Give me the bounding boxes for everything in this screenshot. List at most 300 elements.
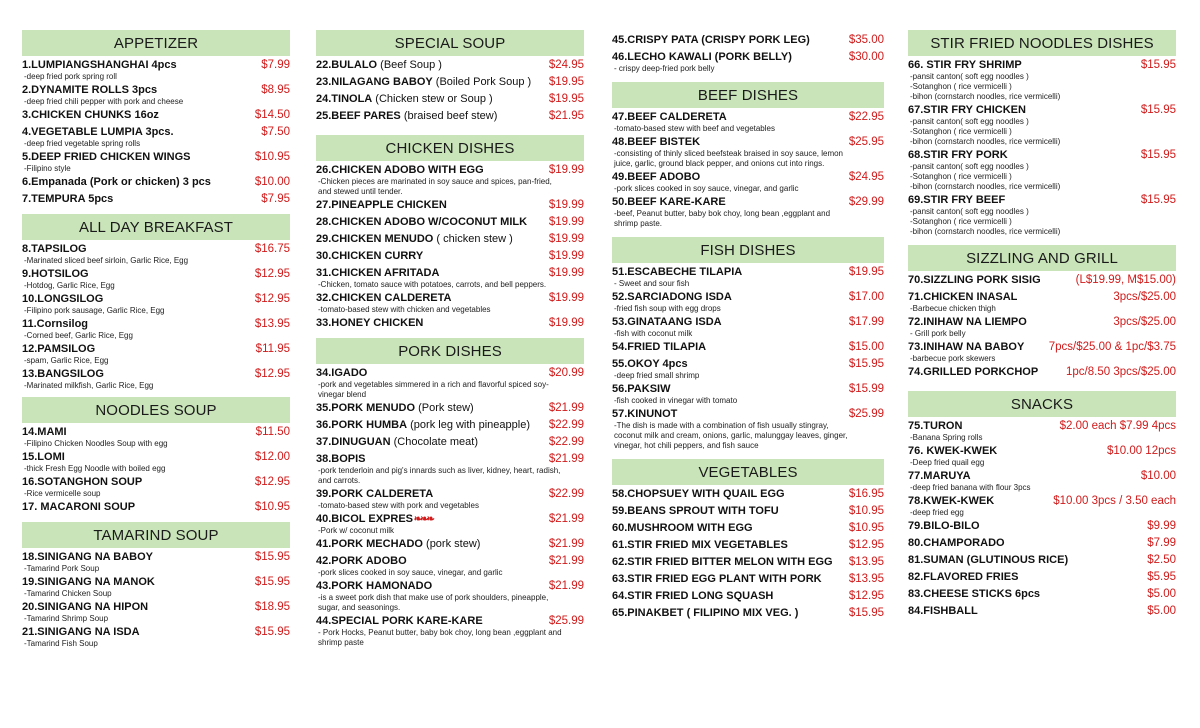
item-description: -bihon (cornstarch noodles, rice vermicelli) [910,182,1061,191]
item-price: $13.95 [254,318,290,330]
item-price: $11.50 [255,426,290,438]
menu-section [612,82,884,229]
menu-item [316,513,584,526]
item-name-text: 69.STIR FRY BEEF [908,194,1006,206]
item-name-text: 20.SINIGANG NA HIPON [22,601,149,613]
item-description: -fish cooked in vinegar with tomato [614,396,738,405]
menu-column-1 [22,30,290,649]
item-description: -tomato-based stew with chicken and vegetables [318,305,491,314]
item-name-text: 50.BEEF KARE-KARE [612,196,726,208]
item-name-text: 54.FRIED TILAPIA [612,341,707,353]
menu-item [316,615,584,628]
menu-item [316,250,584,263]
item-name-text: 55.OKOY 4pcs [612,358,688,370]
item-name [612,136,700,148]
item-price: $10.00 12pcs [1106,445,1176,457]
item-name-note: (pork leg with pineapple) [407,419,530,431]
item-name [22,601,148,613]
item-name [612,408,677,420]
item-price: $20.99 [548,367,584,379]
item-description: -deep fried chili pepper with pork and cheese [24,97,184,106]
item-price: $7.95 [261,193,290,205]
menu-item [22,59,290,72]
item-price: $22.95 [848,111,884,123]
item-description: -Deep fried quail egg [910,458,985,467]
item-description: -is a sweet pork dish that make use of pork shoulders, pineapple, [318,593,549,602]
menu-item [316,233,584,246]
item-price: 3pcs/$25.00 [1113,291,1176,303]
menu-item [612,291,884,304]
item-description: -Barbecue chicken thigh [910,304,996,313]
item-description: coconut milk and cream, onions, garlic, malunggay leaves, ginger, [614,431,848,440]
item-name [908,537,1005,549]
item-price: $15.95 [254,576,290,588]
item-name [316,59,442,71]
item-price: $21.99 [548,453,584,465]
item-name [316,76,531,88]
menu-section [316,135,584,332]
item-name-text: 31.CHICKEN AFRITADA [316,267,440,279]
section-header: STIR FRIED NOODLES DISHES [908,30,1176,56]
item-name [22,109,159,121]
menu-item [908,571,1176,584]
item-price: $16.75 [254,243,290,255]
item-price: $21.95 [548,110,584,122]
item-description: -Filipino Chicken Noodles Soup with egg [24,439,168,448]
item-name [908,59,1022,71]
item-name [908,291,1017,303]
item-price: $15.95 [1140,194,1176,206]
menu-item [316,317,584,330]
item-name-text: 59.BEANS SPROUT WITH TOFU [612,505,779,517]
menu-item [316,488,584,501]
item-description: sugar, and seasonings. [318,603,401,612]
menu-item [316,436,584,449]
menu-item [612,196,884,209]
item-name [22,626,140,638]
item-name [316,367,367,379]
item-name [22,176,211,188]
menu-item [612,607,884,620]
item-price: $15.95 [254,551,290,563]
menu-item [22,368,290,381]
item-name-text: 30.CHICKEN CURRY [316,250,424,262]
item-name [316,250,423,262]
item-name-text: 49.BEEF ADOBO [612,171,701,183]
item-name [316,580,432,592]
item-name [22,551,153,563]
menu-section [908,30,1176,237]
item-price: $7.99 [1147,537,1176,549]
item-description: -fish with coconut milk [614,329,693,338]
menu-item [22,176,290,189]
section-header: ALL DAY BREAKFAST [22,214,290,240]
menu-item [908,59,1176,72]
item-price: $11.95 [255,343,290,355]
menu-item [316,580,584,593]
item-price: $17.00 [848,291,884,303]
item-name [22,368,104,380]
item-name [612,383,670,395]
item-name-note: (Pork stew) [415,402,474,414]
item-name [612,590,773,602]
item-price: $15.00 [848,341,884,353]
item-name-text: 43.PORK HAMONADO [316,580,433,592]
item-description: -Marinated milkfish, Garlic Rice, Egg [24,381,154,390]
item-price: $19.99 [548,164,584,176]
menu-item [22,268,290,281]
item-price: $10.95 [254,501,290,513]
menu-item [316,59,584,72]
item-description: -beef, Peanut butter, baby bok choy, long bean ,eggplant and [614,209,831,218]
item-price: $19.99 [548,267,584,279]
menu-column-3 [612,32,884,622]
item-price: $19.99 [548,292,584,304]
menu-item [22,576,290,589]
item-name-text: 39.PORK CALDERETA [316,488,434,500]
item-description: -thick Fresh Egg Noodle with boiled egg [24,464,166,473]
item-price: $2.00 each $7.99 4pcs [1059,420,1176,432]
item-name-text: 75.TURON [908,420,963,432]
item-name-text: 7.TEMPURA 5pcs [22,193,114,205]
menu-item [22,193,290,206]
item-name [22,343,95,355]
item-name-text: 41.PORK MECHADO [316,538,423,550]
item-name-text: 40.BICOL EXPRES [316,513,413,525]
item-description: -deep fried vegetable spring rolls [24,139,141,148]
item-price: $13.95 [848,573,884,585]
menu-item [612,573,884,586]
item-name [22,268,89,280]
menu-item [316,267,584,280]
menu-item [908,149,1176,162]
item-name [612,358,688,370]
item-description: -Filipino pork sausage, Garlic Rice, Egg [24,306,165,315]
item-price: $19.95 [848,266,884,278]
item-name [612,341,706,353]
item-description: -Tamarind Pork Soup [24,564,100,573]
menu-item [22,318,290,331]
item-description: - Sweet and sour fish [614,279,690,288]
section-header: SNACKS [908,391,1176,417]
item-name-text: 84.FISHBALL [908,605,978,617]
item-price: $10.95 [254,151,290,163]
item-name-text: 28.CHICKEN ADOBO W/COCONUT MILK [316,216,528,228]
menu-item [612,522,884,535]
item-description: -pansit canton( soft egg noodles ) [910,117,1029,126]
item-name [908,470,971,482]
item-price: $15.95 [848,358,884,370]
item-description: shrimp paste. [614,219,663,228]
menu-item [612,51,884,64]
item-name-text: 42.PORK ADOBO [316,555,407,567]
item-name [316,488,433,500]
item-name [316,419,530,431]
item-name-text: 6.Empanada (Pork or chicken) 3 pcs [22,176,211,188]
chili-pepper-icon: ❧❧❧ [413,514,433,525]
item-name [612,316,722,328]
item-name-text: 68.STIR FRY PORK [908,149,1008,161]
section-header: BEEF DISHES [612,82,884,108]
item-price: $12.95 [254,268,290,280]
item-price: $25.99 [548,615,584,627]
item-description: -spam, Garlic Rice, Egg [24,356,109,365]
menu-item [612,171,884,184]
item-name [316,538,480,550]
menu-item [908,537,1176,550]
menu-item [908,104,1176,117]
item-price: $15.95 [254,626,290,638]
menu-item [22,109,290,122]
menu-item [908,495,1176,508]
item-name [908,420,962,432]
item-name-text: 79.BILO-BILO [908,520,980,532]
item-name [612,111,727,123]
item-price: $19.99 [548,233,584,245]
item-name [908,366,1038,378]
item-name-text: 72.INIHAW NA LIEMPO [908,316,1027,328]
item-price: $22.99 [548,488,584,500]
menu-section [908,245,1176,381]
item-name-note: (Beef Soup ) [377,59,442,71]
item-name [612,171,700,183]
menu-item [22,426,290,439]
item-description: -pansit canton( soft egg noodles ) [910,162,1029,171]
item-name-text: 44.SPECIAL PORK KARE-KARE [316,615,483,627]
item-name-text: 27.PINEAPPLE CHICKEN [316,199,447,211]
item-description: -Corned beef, Garlic Rice, Egg [24,331,133,340]
menu-item [612,505,884,518]
menu-item [908,194,1176,207]
item-price: $13.95 [848,556,884,568]
item-description: - crispy deep-fried pork belly [614,64,715,73]
item-name-text: 65.PINAKBET ( FILIPINO MIX VEG. ) [612,607,799,619]
item-description: -Tamarind Fish Soup [24,639,98,648]
item-name-text: 74.GRILLED PORKCHOP [908,366,1039,378]
item-name-note: (braised beef stew) [400,110,498,122]
item-description: -pansit canton( soft egg noodles ) [910,207,1029,216]
item-price: $19.99 [548,250,584,262]
item-description: -Sotanghon ( rice vermicelli ) [910,217,1012,226]
item-description: and carrots. [318,476,361,485]
menu-item [22,476,290,489]
item-description: and stewed until tender. [318,187,403,196]
item-name-text: 4.VEGETABLE LUMPIA 3pcs. [22,126,174,138]
item-name-text: 2.DYNAMITE ROLLS 3pcs [22,84,158,96]
item-price: $15.95 [1140,104,1176,116]
item-description: -Sotanghon ( rice vermicelli ) [910,82,1012,91]
item-name-text: 78.KWEK-KWEK [908,495,995,507]
item-name-text: 80.CHAMPORADO [908,537,1005,549]
item-price: 7pcs/$25.00 & 1pc/$3.75 [1048,341,1176,353]
item-name-text: 25.BEEF PARES [316,110,401,122]
item-price: $2.50 [1147,554,1176,566]
item-price: $9.99 [1147,520,1176,532]
item-name [22,151,191,163]
section-header: PORK DISHES [316,338,584,364]
item-price: $21.99 [548,402,584,414]
item-price: $19.99 [548,317,584,329]
item-price: $22.99 [548,419,584,431]
section-header: TAMARIND SOUP [22,522,290,548]
menu-section [316,30,584,125]
menu-item [612,316,884,329]
menu-item [908,445,1176,458]
item-description: -deep fried small shrimp [614,371,700,380]
item-price: $5.95 [1147,571,1176,583]
item-name [22,576,155,588]
item-name [908,588,1040,600]
item-description: -pork slices cooked in soy sauce, vinegar, and garlic [318,568,503,577]
item-price: $29.99 [848,196,884,208]
menu-item [316,538,584,551]
menu-section [908,391,1176,620]
menu-item [908,291,1176,304]
item-name [22,476,142,488]
item-name [612,522,753,534]
item-description: juice, garlic, ground black pepper, and onions cut into rings. [614,159,825,168]
item-description: -deep fried pork spring roll [24,72,117,81]
item-name [316,93,493,105]
item-price: $12.95 [848,590,884,602]
section-header: NOODLES SOUP [22,397,290,423]
item-name-text: 83.CHEESE STICKS 6pcs [908,588,1041,600]
menu-item [22,626,290,639]
item-name [908,149,1008,161]
item-name [908,274,1041,286]
item-name-text: 23.NILAGANG BABOY [316,76,433,88]
item-price: $15.95 [1140,59,1176,71]
menu-item [612,383,884,396]
item-name [22,293,103,305]
item-price: $12.95 [254,368,290,380]
item-name [908,520,980,532]
section-header: APPETIZER [22,30,290,56]
item-price: $15.99 [848,383,884,395]
item-name-text: 57.KINUNOT [612,408,678,420]
menu-item [612,556,884,569]
section-header: FISH DISHES [612,237,884,263]
item-name [612,266,742,278]
item-name-text: 34.IGADO [316,367,368,379]
item-name-text: 77.MARUYA [908,470,971,482]
menu-item [22,293,290,306]
menu-item [316,292,584,305]
menu-item [22,551,290,564]
menu-item [316,419,584,432]
item-price: $19.95 [548,76,584,88]
item-name-text: 14.MAMI [22,426,67,438]
item-price: $12.95 [254,476,290,488]
item-price: $5.00 [1147,605,1176,617]
menu-section [22,522,290,649]
item-description: -Banana Spring rolls [910,433,983,442]
item-price: $17.99 [848,316,884,328]
item-name [612,196,726,208]
item-description: -Marinated sliced beef sirloin, Garlic Rice, Egg [24,256,189,265]
item-name-text: 76. KWEK-KWEK [908,445,998,457]
menu-item [612,34,884,47]
item-price: $16.95 [848,488,884,500]
item-name [316,199,447,211]
item-description: - Pork Hocks, Peanut butter, baby bok choy, long bean ,eggplant and [318,628,562,637]
item-price: $7.99 [261,59,290,71]
item-price: $12.95 [848,539,884,551]
item-price: $25.95 [848,136,884,148]
menu-item [908,520,1176,533]
section-header: SPECIAL SOUP [316,30,584,56]
menu-item [316,555,584,568]
menu-section [22,30,290,208]
menu-item [316,93,584,106]
item-price: $35.00 [848,34,884,46]
item-name [908,316,1027,328]
item-description: -consisting of thinly sliced beefsteak braised in soy sauce, lemon [614,149,844,158]
item-name [22,318,88,330]
menu-item [316,367,584,380]
item-price: $22.99 [548,436,584,448]
menu-item [908,605,1176,618]
item-name [316,513,433,525]
item-name-text: 26.CHICKEN ADOBO WITH EGG [316,164,484,176]
menu-item [316,199,584,212]
item-name-note: (Boiled Pork Soup ) [432,76,532,88]
menu-item [22,126,290,139]
item-name [22,426,67,438]
menu-item [612,136,884,149]
item-name [316,164,484,176]
item-price: $5.00 [1147,588,1176,600]
item-description: -Rice vermicelle soup [24,489,101,498]
menu-item [612,358,884,371]
item-price: (L$19.99, M$15.00) [1075,274,1176,286]
menu-item [612,111,884,124]
item-name-text: 51.ESCABECHE TILAPIA [612,266,743,278]
item-name-text: 33.HONEY CHICKEN [316,317,424,329]
item-name [612,34,810,46]
menu-item [908,341,1176,354]
item-name-text: 19.SINIGANG NA MANOK [22,576,155,588]
menu-item [22,451,290,464]
item-name [316,267,439,279]
menu-item [612,590,884,603]
item-name-text: 29.CHICKEN MENUDO [316,233,434,245]
menu-section [612,237,884,451]
item-price: $21.99 [548,580,584,592]
menu-section [612,34,884,74]
menu-item [22,84,290,97]
item-name-text: 66. STIR FRY SHRIMP [908,59,1022,71]
item-price: $15.95 [1140,149,1176,161]
item-description: -tomato-based stew with beef and vegetables [614,124,775,133]
menu-section [22,397,290,516]
menu-item [612,488,884,501]
item-name [908,605,978,617]
item-name-text: 32.CHICKEN CALDERETA [316,292,452,304]
item-name-text: 18.SINIGANG NA BABOY [22,551,154,563]
item-name [612,556,833,568]
item-name [908,571,1018,583]
item-name-text: 3.CHICKEN CHUNKS 16oz [22,109,159,121]
item-description: vinegar, hot chili peppers, and fish sauce [614,441,759,450]
menu-item [612,539,884,552]
item-description: -deep fried banana with flour 3pcs [910,483,1031,492]
item-description: -Hotdog, Garlic Rice, Egg [24,281,115,290]
item-name-text: 12.PAMSILOG [22,343,96,355]
item-description: -Sotanghon ( rice vermicelli ) [910,127,1012,136]
menu-item [22,343,290,356]
item-name-text: 1.LUMPIANGSHANGHAI 4pcs [22,59,177,71]
